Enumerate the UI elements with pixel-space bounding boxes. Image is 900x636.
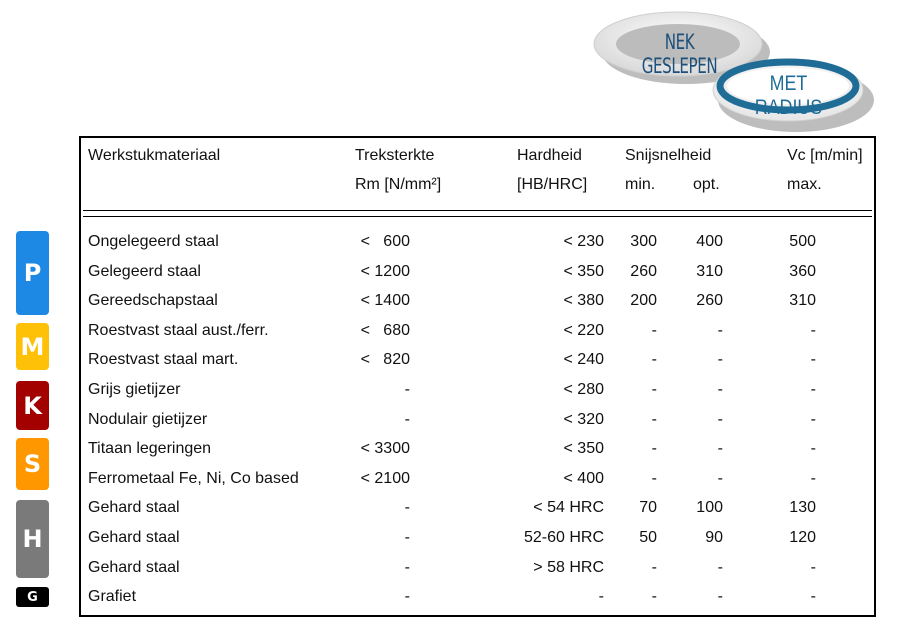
cell-min: - xyxy=(651,351,657,368)
cell-tensile: - xyxy=(404,588,410,605)
cell-opt: - xyxy=(717,470,723,487)
cell-max: 360 xyxy=(789,263,816,280)
badge-h: H xyxy=(16,500,49,578)
cell-hardness: < 54 HRC xyxy=(533,499,604,516)
cell-opt: 260 xyxy=(696,292,723,309)
header-speed-opt: opt. xyxy=(693,176,720,193)
cell-min: 70 xyxy=(639,499,657,516)
cell-tensile: - xyxy=(404,559,410,576)
cell-hardness: < 400 xyxy=(563,470,604,487)
cell-hardness: 52-60 HRC xyxy=(523,529,604,546)
cell-material: Ongelegeerd staal xyxy=(88,233,219,250)
cell-max: - xyxy=(810,411,816,428)
cell-hardness: < 350 xyxy=(563,263,604,280)
logo-text-bottom: MET RADIUS xyxy=(754,72,823,119)
cell-opt: - xyxy=(717,322,723,339)
cell-min: 300 xyxy=(630,233,657,250)
cell-max: - xyxy=(810,322,816,339)
cell-tensile: < 820 xyxy=(360,351,410,368)
header-vc-max: max. xyxy=(787,176,822,193)
cell-opt: - xyxy=(717,381,723,398)
cell-opt: 100 xyxy=(696,499,723,516)
cell-tensile: < 680 xyxy=(360,322,410,339)
cell-max: - xyxy=(810,470,816,487)
cell-material: Grijs gietijzer xyxy=(88,381,181,398)
header-material: Werkstukmateriaal xyxy=(88,147,221,164)
cell-min: 200 xyxy=(630,292,657,309)
cell-material: Gereedschapstaal xyxy=(88,292,218,309)
cell-opt: - xyxy=(717,440,723,457)
header-vc: Vc [m/min] xyxy=(787,147,863,164)
cell-tensile: - xyxy=(404,411,410,428)
cell-tensile: - xyxy=(404,529,410,546)
table-row xyxy=(81,587,874,609)
header-hardness: Hardheid xyxy=(517,147,582,164)
cell-min: - xyxy=(651,440,657,457)
table-row xyxy=(81,350,874,372)
table-row xyxy=(81,469,874,491)
cell-material: Nodulair gietijzer xyxy=(88,411,208,428)
header-cutting-speed: Snijsnelheid xyxy=(625,147,712,164)
badge-p: P xyxy=(16,231,49,315)
cell-tensile: < 1400 xyxy=(360,292,410,309)
cell-opt: 310 xyxy=(696,263,723,280)
cell-max: 500 xyxy=(789,233,816,250)
cell-max: 310 xyxy=(789,292,816,309)
cell-material: Gehard staal xyxy=(88,559,180,576)
header-divider-top xyxy=(83,210,872,211)
cell-opt: - xyxy=(717,411,723,428)
table-row xyxy=(81,528,874,550)
badge-s: S xyxy=(16,438,49,490)
cell-material: Titaan legeringen xyxy=(88,440,212,457)
table-row xyxy=(81,232,874,254)
cell-material: Roestvast staal mart. xyxy=(88,351,239,368)
cell-opt: - xyxy=(717,559,723,576)
cell-min: 50 xyxy=(639,529,657,546)
badge-m: M xyxy=(16,323,49,370)
cell-max: 120 xyxy=(789,529,816,546)
cell-tensile: - xyxy=(404,381,410,398)
cell-material: Gelegeerd staal xyxy=(88,263,201,280)
cell-hardness: < 380 xyxy=(563,292,604,309)
cell-opt: - xyxy=(717,588,723,605)
cell-hardness: < 240 xyxy=(563,351,604,368)
table-row xyxy=(81,558,874,580)
cell-min: 260 xyxy=(630,263,657,280)
cell-material: Grafiet xyxy=(88,588,137,605)
header-tensile-unit: Rm [N/mm²] xyxy=(355,176,442,193)
table-row xyxy=(81,380,874,402)
cell-max: - xyxy=(810,588,816,605)
cell-material: Gehard staal xyxy=(88,499,180,516)
cell-hardness: > 58 HRC xyxy=(533,559,604,576)
logo-text-top: NEK GESLEPEN xyxy=(641,30,718,78)
cell-min: - xyxy=(651,322,657,339)
table-row xyxy=(81,291,874,313)
cell-max: - xyxy=(810,559,816,576)
header-hardness-unit: [HB/HRC] xyxy=(517,176,588,193)
cell-max: - xyxy=(810,440,816,457)
header-tensile: Treksterkte xyxy=(355,147,435,164)
cell-min: - xyxy=(651,588,657,605)
table-row xyxy=(81,498,874,520)
cell-max: - xyxy=(810,381,816,398)
cell-tensile: < 3300 xyxy=(360,440,410,457)
header-speed-min: min. xyxy=(625,176,656,193)
cell-opt: 90 xyxy=(705,529,723,546)
cell-tensile: - xyxy=(404,499,410,516)
cell-tensile: < 2100 xyxy=(360,470,410,487)
cell-hardness: - xyxy=(598,588,604,605)
cell-min: - xyxy=(651,470,657,487)
cell-material: Roestvast staal aust./ferr. xyxy=(88,322,269,339)
cell-material: Gehard staal xyxy=(88,529,180,546)
cell-max: 130 xyxy=(789,499,816,516)
cell-min: - xyxy=(651,559,657,576)
badge-k: K xyxy=(16,381,49,430)
table-row xyxy=(81,410,874,432)
cell-opt: - xyxy=(717,351,723,368)
table-row xyxy=(81,321,874,343)
cell-min: - xyxy=(651,381,657,398)
cell-opt: 400 xyxy=(696,233,723,250)
table-row xyxy=(81,262,874,284)
cell-hardness: < 280 xyxy=(563,381,604,398)
header-divider-bottom xyxy=(83,216,872,217)
cell-hardness: < 220 xyxy=(563,322,604,339)
cell-hardness: < 320 xyxy=(563,411,604,428)
cell-tensile: < 1200 xyxy=(360,263,410,280)
cell-hardness: < 230 xyxy=(563,233,604,250)
logo-nek-geslepen-met-radius xyxy=(590,8,890,133)
badge-g: G xyxy=(16,587,49,607)
cell-hardness: < 350 xyxy=(563,440,604,457)
cell-tensile: < 600 xyxy=(360,233,410,250)
cell-min: - xyxy=(651,411,657,428)
table-row xyxy=(81,439,874,461)
cell-max: - xyxy=(810,351,816,368)
cutting-data-table xyxy=(79,136,876,617)
cell-material: Ferrometaal Fe, Ni, Co based xyxy=(88,470,299,487)
